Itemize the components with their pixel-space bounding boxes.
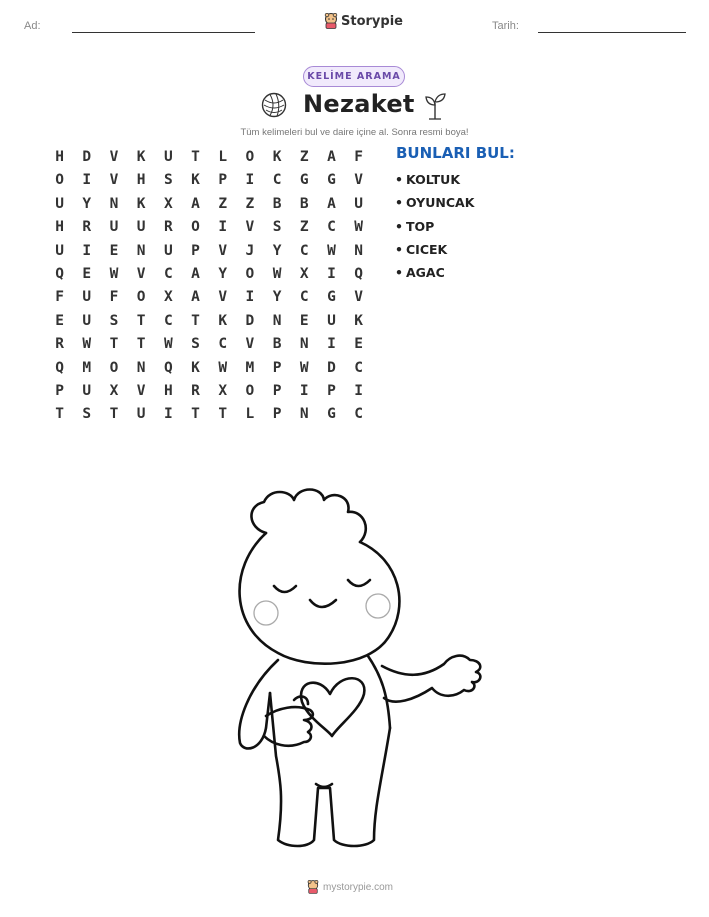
grid-letter[interactable]: U <box>55 195 64 212</box>
grid-letter[interactable]: X <box>218 382 228 399</box>
grid-letter[interactable]: Z <box>299 219 309 236</box>
grid-letter[interactable]: H <box>136 172 146 189</box>
grid-letter[interactable]: U <box>82 289 92 306</box>
grid-letter[interactable]: A <box>191 289 200 306</box>
grid-letter[interactable]: K <box>191 172 200 189</box>
grid-letter[interactable]: O <box>245 265 255 282</box>
grid-letter[interactable]: Y <box>218 265 228 282</box>
grid-letter[interactable]: W <box>218 359 228 376</box>
word-list-item <box>395 242 474 265</box>
grid-letter[interactable]: M <box>82 359 92 376</box>
grid-letter[interactable]: P <box>327 382 336 399</box>
grid-row <box>46 403 372 426</box>
grid-letter[interactable]: X <box>163 195 173 212</box>
grid-letter[interactable]: P <box>191 242 200 259</box>
storypie-logo-icon <box>324 13 338 29</box>
word-search-grid <box>46 146 372 427</box>
grid-row <box>46 263 372 286</box>
grid-letter[interactable]: U <box>327 312 336 329</box>
grid-letter[interactable]: P <box>272 359 282 376</box>
grid-letter[interactable]: T <box>136 312 146 329</box>
brand-name: Storypie <box>341 13 403 29</box>
grid-letter[interactable]: C <box>354 359 364 376</box>
word-text: OYUNCAK <box>406 195 475 211</box>
grid-letter[interactable]: A <box>327 149 336 165</box>
footer <box>307 880 393 894</box>
grid-letter[interactable]: R <box>191 382 200 399</box>
grid-letter[interactable]: W <box>299 359 309 376</box>
grid-letter[interactable]: W <box>109 265 119 282</box>
grid-letter[interactable]: I <box>245 289 255 306</box>
bullet: • <box>395 195 403 211</box>
grid-letter[interactable]: O <box>136 289 146 306</box>
grid-letter[interactable]: P <box>272 382 282 399</box>
name-line <box>72 32 255 33</box>
grid-letter[interactable]: A <box>327 195 336 212</box>
grid-letter[interactable]: F <box>354 149 364 165</box>
page-title: Nezaket <box>303 90 415 118</box>
grid-letter[interactable]: A <box>191 195 200 212</box>
grid-letter[interactable]: E <box>354 336 364 353</box>
footer-site: mystorypie.com <box>323 881 394 893</box>
grid-letter[interactable]: O <box>245 382 255 399</box>
grid-letter[interactable]: U <box>163 149 173 165</box>
grid-letter[interactable]: L <box>245 406 255 423</box>
grid-letter[interactable]: U <box>136 219 146 236</box>
grid-letter[interactable]: J <box>245 242 255 259</box>
grid-letter[interactable]: S <box>82 406 92 423</box>
grid-row <box>46 216 372 239</box>
grid-letter[interactable]: D <box>245 312 255 329</box>
storypie-logo-icon <box>307 880 319 894</box>
word-list-item <box>395 219 474 242</box>
grid-letter[interactable]: L <box>218 149 228 165</box>
grid-letter[interactable]: C <box>299 242 309 259</box>
grid-letter[interactable]: S <box>191 336 200 353</box>
grid-row <box>46 357 372 380</box>
word-text: KOLTUK <box>406 172 461 187</box>
kind-character-illustration <box>218 488 488 853</box>
grid-letter[interactable]: U <box>136 406 146 423</box>
grid-letter[interactable]: T <box>136 336 146 353</box>
grid-letter[interactable]: V <box>109 172 119 189</box>
grid-row <box>46 310 372 333</box>
grid-row <box>46 146 372 169</box>
grid-letter[interactable]: S <box>163 172 173 189</box>
grid-letter[interactable]: T <box>191 312 200 329</box>
grid-row <box>46 333 372 356</box>
bullet: • <box>395 241 403 257</box>
grid-letter[interactable]: N <box>272 312 282 329</box>
grid-letter[interactable]: X <box>109 382 119 399</box>
grid-letter[interactable]: T <box>191 149 200 165</box>
grid-row <box>46 380 372 403</box>
grid-letter[interactable]: V <box>136 265 146 282</box>
grid-letter[interactable]: Y <box>82 195 92 212</box>
grid-letter[interactable]: S <box>272 219 282 236</box>
grid-letter[interactable]: O <box>55 172 64 189</box>
grid-letter[interactable]: R <box>82 219 92 236</box>
word-list-item <box>395 265 474 288</box>
grid-letter[interactable]: B <box>272 195 282 212</box>
grid-letter[interactable]: X <box>299 265 309 282</box>
date-label: Tarih: <box>492 20 519 32</box>
grid-letter[interactable]: U <box>109 219 119 236</box>
activity-badge: KELİME ARAMA <box>303 66 405 87</box>
grid-letter[interactable]: P <box>218 172 228 189</box>
grid-letter[interactable]: G <box>299 172 309 189</box>
grid-letter[interactable]: I <box>245 172 255 189</box>
grid-letter[interactable]: D <box>82 149 92 165</box>
grid-letter[interactable]: G <box>327 289 336 306</box>
grid-letter[interactable]: Q <box>55 359 64 376</box>
grid-row <box>46 193 372 216</box>
grid-letter[interactable]: V <box>245 336 255 353</box>
grid-letter[interactable]: Z <box>299 149 309 165</box>
grid-letter[interactable]: E <box>82 265 92 282</box>
grid-letter[interactable]: B <box>299 195 309 212</box>
grid-letter[interactable]: K <box>354 312 364 329</box>
grid-letter[interactable]: V <box>218 242 228 259</box>
word-text: CICEK <box>406 241 448 257</box>
grid-letter[interactable]: K <box>136 149 146 165</box>
grid-letter[interactable]: F <box>109 289 119 306</box>
grid-letter[interactable]: H <box>163 382 173 399</box>
grid-letter[interactable]: U <box>354 195 364 212</box>
grid-letter[interactable]: U <box>163 242 173 259</box>
grid-letter[interactable]: I <box>82 172 92 189</box>
grid-letter[interactable]: K <box>136 195 146 212</box>
grid-letter[interactable]: Z <box>218 195 228 212</box>
grid-letter[interactable]: Y <box>272 289 282 306</box>
grid-row <box>46 240 372 263</box>
grid-letter[interactable]: T <box>191 406 200 423</box>
grid-letter[interactable]: C <box>327 219 336 236</box>
grid-letter[interactable]: E <box>55 312 64 329</box>
grid-letter[interactable]: C <box>272 172 282 189</box>
grid-letter[interactable]: K <box>191 359 200 376</box>
grid-letter[interactable]: T <box>109 336 119 353</box>
grid-letter[interactable]: N <box>299 406 309 423</box>
grid-letter[interactable]: N <box>136 359 146 376</box>
date-line <box>538 32 686 33</box>
grid-row <box>46 286 372 309</box>
grid-letter[interactable]: U <box>82 312 92 329</box>
grid-letter[interactable]: I <box>218 219 228 236</box>
yarn-ball-icon <box>261 92 287 118</box>
grid-letter[interactable]: I <box>299 382 309 399</box>
grid-letter[interactable]: N <box>109 195 119 212</box>
word-list <box>395 172 474 288</box>
grid-letter[interactable]: I <box>354 382 364 399</box>
grid-letter[interactable]: P <box>272 406 282 423</box>
grid-letter[interactable]: O <box>191 219 200 236</box>
grid-letter[interactable]: E <box>299 312 309 329</box>
grid-letter[interactable]: S <box>109 312 119 329</box>
grid-letter[interactable]: Q <box>55 265 64 282</box>
grid-letter[interactable]: H <box>55 149 64 165</box>
grid-letter[interactable]: T <box>55 406 64 423</box>
grid-letter[interactable]: T <box>218 406 228 423</box>
grid-letter[interactable]: N <box>299 336 309 353</box>
grid-letter[interactable]: V <box>218 289 228 306</box>
grid-letter[interactable]: I <box>327 265 336 282</box>
grid-letter[interactable]: N <box>354 242 364 259</box>
grid-letter[interactable]: V <box>354 289 364 306</box>
grid-letter[interactable]: G <box>327 172 336 189</box>
grid-letter[interactable]: R <box>55 336 64 353</box>
grid-letter[interactable]: I <box>163 406 173 423</box>
grid-letter[interactable]: W <box>354 219 364 236</box>
grid-letter[interactable]: T <box>109 406 119 423</box>
grid-letter[interactable]: W <box>272 265 282 282</box>
grid-letter[interactable]: C <box>299 289 309 306</box>
grid-letter[interactable]: W <box>163 336 173 353</box>
grid-letter[interactable]: G <box>327 406 336 423</box>
sprout-icon <box>423 92 447 120</box>
grid-letter[interactable]: U <box>55 242 64 259</box>
grid-letter[interactable]: D <box>327 359 336 376</box>
grid-letter[interactable]: B <box>272 336 282 353</box>
grid-letter[interactable]: C <box>163 265 173 282</box>
grid-letter[interactable]: A <box>191 265 200 282</box>
grid-letter[interactable]: C <box>218 336 228 353</box>
grid-letter[interactable]: E <box>109 242 119 259</box>
grid-letter[interactable]: X <box>163 289 173 306</box>
word-list-item <box>395 172 474 195</box>
grid-letter[interactable]: C <box>163 312 173 329</box>
bullet: • <box>395 218 403 234</box>
grid-letter[interactable]: O <box>109 359 119 376</box>
grid-letter[interactable]: I <box>82 242 92 259</box>
word-text: TOP <box>406 218 435 234</box>
word-list-item <box>395 195 474 218</box>
grid-letter[interactable]: O <box>245 149 255 165</box>
grid-letter[interactable]: I <box>327 336 336 353</box>
grid-letter[interactable]: H <box>55 219 64 236</box>
grid-letter[interactable]: U <box>82 382 92 399</box>
grid-letter[interactable]: Q <box>163 359 173 376</box>
grid-letter[interactable]: P <box>55 382 64 399</box>
grid-letter[interactable]: V <box>109 149 119 165</box>
grid-letter[interactable]: V <box>245 219 255 236</box>
grid-letter[interactable]: K <box>272 149 282 165</box>
word-text: AGAC <box>406 265 445 281</box>
grid-letter[interactable]: W <box>82 336 92 353</box>
bullet: • <box>395 172 403 187</box>
grid-letter[interactable]: Y <box>272 242 282 259</box>
grid-letter[interactable]: C <box>354 406 364 423</box>
grid-row <box>46 169 372 192</box>
grid-letter[interactable]: V <box>136 382 146 399</box>
grid-letter[interactable]: V <box>354 172 364 189</box>
grid-letter[interactable]: N <box>136 242 146 259</box>
grid-letter[interactable]: M <box>245 359 255 376</box>
word-list-heading: BUNLARI BUL: <box>396 144 515 162</box>
grid-letter[interactable]: Q <box>354 265 364 282</box>
grid-letter[interactable]: Z <box>245 195 255 212</box>
grid-letter[interactable]: W <box>327 242 336 259</box>
grid-letter[interactable]: K <box>218 312 228 329</box>
brand-logo <box>324 13 403 29</box>
name-label: Ad: <box>24 20 41 32</box>
grid-letter[interactable]: R <box>163 219 173 236</box>
bullet: • <box>395 265 403 281</box>
instructions: Tüm kelimeleri bul ve daire içine al. Sonra resmi boya! <box>240 127 469 138</box>
grid-letter[interactable]: F <box>55 289 64 306</box>
